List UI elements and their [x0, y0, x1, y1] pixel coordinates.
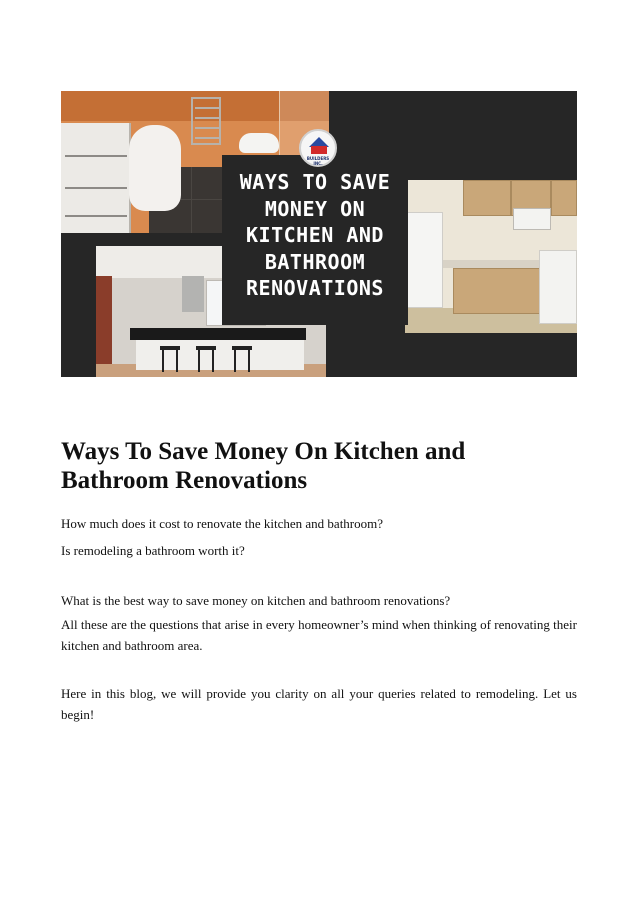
- logo-text: BUILDERS INC.: [306, 156, 330, 166]
- banner-title-line: MONEY ON: [264, 196, 366, 221]
- banner-title-line: WAYS TO SAVE: [239, 170, 391, 194]
- builders-logo: [299, 129, 337, 167]
- banner-title-card: [222, 155, 408, 325]
- paragraph-blog-intro: Here in this blog, we will provide you clarity on all your queries related to remodeling. Let us begin!: [61, 686, 577, 722]
- paragraph-cost-question: How much does it cost to renovate the kitchen and bathroom?: [61, 516, 384, 531]
- banner-image: [61, 91, 577, 377]
- banner-title: [222, 169, 408, 302]
- heading-line: Ways To Save Money On Kitchen and: [61, 438, 466, 465]
- banner-title-line: RENOVATIONS: [246, 276, 384, 300]
- paragraph-best-way-question: What is the best way to save money on kitchen and bathroom renovations?: [61, 593, 451, 608]
- article-heading: [61, 437, 581, 495]
- paragraph-worth-question: Is remodeling a bathroom worth it?: [61, 543, 245, 558]
- heading-line: Bathroom Renovations: [61, 467, 308, 494]
- paragraph-homeowner-questions: All these are the questions that arise in every homeowner’s mind when thinking of renovating their kitchen and bathroom area.: [61, 617, 577, 653]
- banner-title-line: KITCHEN AND: [246, 223, 384, 247]
- banner-title-line: BATHROOM: [264, 249, 366, 274]
- kitchen-photo-cabinets: [405, 180, 577, 333]
